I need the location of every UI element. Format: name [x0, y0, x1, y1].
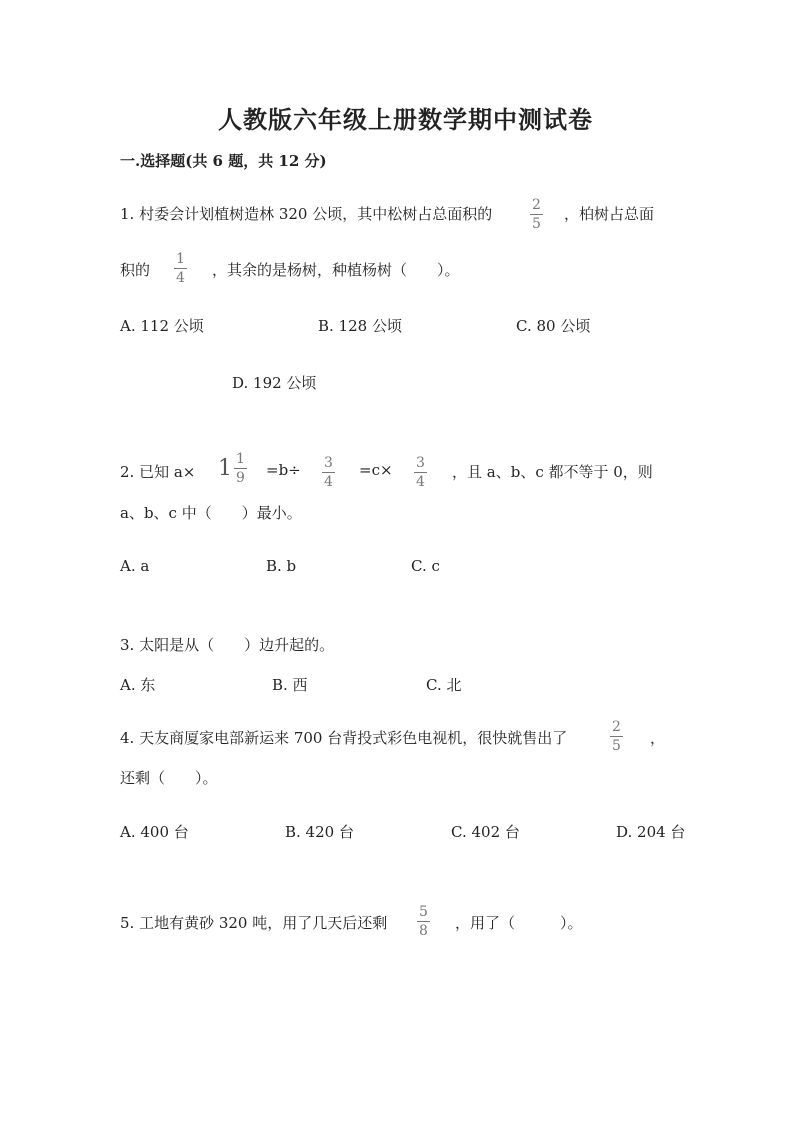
q1-option-b[interactable]: B. 128 公顷: [318, 317, 402, 335]
fraction-denominator: 8: [419, 923, 428, 939]
fraction-denominator: 4: [324, 474, 333, 490]
fraction-numerator: 3: [324, 455, 333, 471]
fraction-3-4: [414, 456, 427, 489]
question-4-line-1: 4. 天友商厦家电部新运来 700 台背投式彩色电视机，很快就售出了: [120, 729, 568, 747]
question-2-equals-b: =b÷: [266, 461, 301, 479]
page-title: 人教版六年级上册数学期中测试卷: [218, 105, 593, 134]
question-1-line-1: 1. 村委会计划植树造林 320 公顷，其中松树占总面积的: [120, 205, 493, 223]
q3-option-a[interactable]: A. 东: [120, 676, 156, 694]
fraction-3-4: [322, 456, 335, 489]
q1-option-c[interactable]: C. 80 公顷: [516, 317, 591, 335]
fraction-bar: [530, 214, 543, 215]
fraction-numerator: 1: [236, 451, 245, 467]
fraction-numerator: 2: [532, 197, 541, 213]
fraction-bar: [322, 472, 335, 473]
q4-option-d[interactable]: D. 204 台: [616, 823, 686, 841]
question-2-line-2: a、b、c 中（ ）最小。: [120, 504, 302, 522]
fraction-denominator: 4: [176, 270, 185, 286]
fraction-denominator: 4: [416, 474, 425, 490]
question-4-line-2: 还剩（ ）。: [120, 769, 218, 787]
question-1-line-2-start: 积的: [120, 261, 151, 279]
question-2-equals-c: =c×: [359, 461, 393, 479]
q2-option-b[interactable]: B. b: [266, 557, 297, 575]
fraction-2-5: [610, 720, 623, 753]
fraction-bar: [417, 921, 430, 922]
q1-option-d[interactable]: D. 192 公顷: [232, 374, 317, 392]
mixed-whole: 1: [218, 456, 232, 481]
question-3: 3. 太阳是从（ ）边升起的。: [120, 636, 335, 654]
question-1-line-1-end: ，柏树占总面: [564, 205, 655, 223]
mixed-number-1-1-9: [218, 452, 247, 485]
fraction-bar: [174, 268, 187, 269]
q4-option-b[interactable]: B. 420 台: [285, 823, 354, 841]
q3-option-c[interactable]: C. 北: [426, 676, 462, 694]
q1-option-a[interactable]: A. 112 公顷: [120, 317, 204, 335]
fraction-bar: [234, 468, 247, 469]
fraction-2-5: [530, 198, 543, 231]
question-5-end: ，用了（ ）。: [455, 914, 583, 932]
fraction-numerator: 5: [419, 904, 428, 920]
question-5-start: 5. 工地有黄砂 320 吨，用了几天后还剩: [120, 914, 388, 932]
section-heading: 一.选择题(共 6 题，共 12 分): [120, 152, 327, 170]
fraction-numerator: 2: [612, 719, 621, 735]
fraction-numerator: 3: [416, 455, 425, 471]
q4-option-a[interactable]: A. 400 台: [120, 823, 189, 841]
fraction-1-9: [234, 452, 247, 485]
fraction-1-4: [174, 252, 187, 285]
q2-option-c[interactable]: C. c: [411, 557, 440, 575]
fraction-numerator: 1: [176, 251, 185, 267]
question-4-line-1-end: ，: [650, 729, 666, 747]
q4-option-c[interactable]: C. 402 台: [451, 823, 520, 841]
fraction-denominator: 5: [532, 216, 541, 232]
fraction-bar: [610, 736, 623, 737]
question-2-line-1-start: 2. 已知 a×: [120, 463, 196, 481]
question-2-line-1-end: ，且 a、b、c 都不等于 0，则: [452, 463, 653, 481]
q2-option-a[interactable]: A. a: [120, 557, 150, 575]
fraction-bar: [414, 472, 427, 473]
fraction-denominator: 5: [612, 738, 621, 754]
fraction-denominator: 9: [236, 470, 245, 486]
question-1-line-2: ，其余的是杨树，种植杨树（ ）。: [212, 261, 460, 279]
q3-option-b[interactable]: B. 西: [272, 676, 308, 694]
fraction-5-8: [417, 905, 430, 938]
